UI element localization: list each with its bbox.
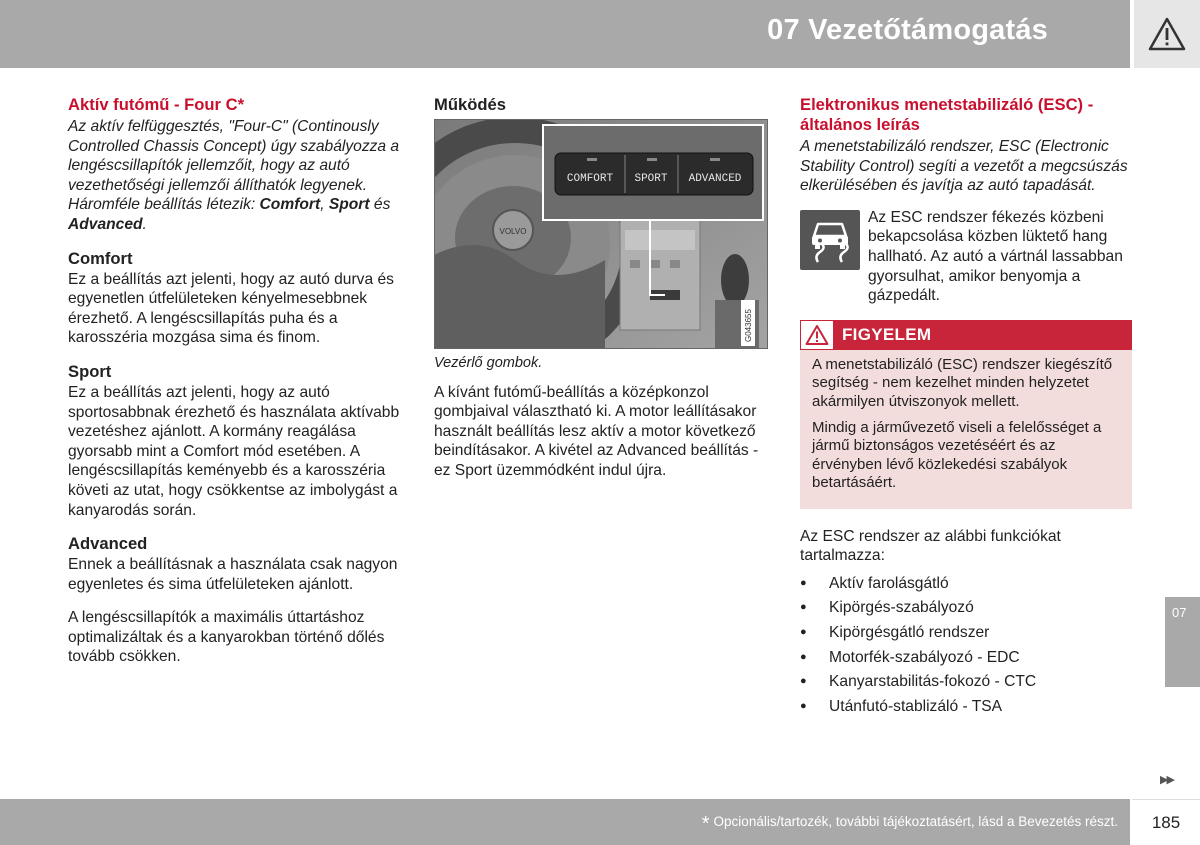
intro-comfort: Comfort xyxy=(259,196,321,214)
section-title-four-c: Aktív futómű - Four C* xyxy=(68,95,245,114)
column-active-chassis xyxy=(68,95,403,681)
operation-heading: Működés xyxy=(434,95,506,114)
esc-pulse-text xyxy=(868,208,1132,306)
warning-text-2: Mindig a járművezető viseli a felelősséget a jármű biztonságos vezetéséért és az érvényben lévő közlekedési szabályok betartásáért. xyxy=(812,418,1102,492)
header-bar xyxy=(0,0,1130,68)
comfort-button-label: COMFORT xyxy=(566,173,614,185)
intro-advanced: Advanced xyxy=(68,215,143,233)
sport-heading: Sport xyxy=(68,361,112,381)
advanced-heading: Advanced xyxy=(68,534,148,554)
advanced-text: Ennek a beállításnak a használata csak nagyon egyenletes és sima útfelületeken ajánlott. xyxy=(68,556,398,593)
volvo-logo-text: VOLVO xyxy=(499,227,527,236)
dashboard-illustration xyxy=(435,120,768,349)
intro-end: . xyxy=(142,215,147,233)
image-code: G043655 xyxy=(744,309,753,342)
column-esc xyxy=(800,95,1132,721)
operation-text: A kívánt futómű-beállítás a középkonzol gombjaival választható ki. A motor leállításakor használt beállítás lesz aktív a motor következő beindításakor. A kivétel az Advanced beállítás - ez Sport üzemmódként indul újra. xyxy=(434,383,759,479)
intro-sep: , xyxy=(320,196,329,214)
four-c-intro xyxy=(68,117,403,235)
esc-intro: A menetstabilizáló rendszer, ESC (Electronic Stability Control) segíti a vezetőt a megcsúszás elkerülésében és javítja az autó tapadását. xyxy=(800,138,1128,195)
double-arrow-right-icon[interactable]: ▶▶ xyxy=(1160,774,1173,786)
comfort-text: Ez a beállítás azt jelenti, hogy az autó durva és egyenetlen útfelületeken kényelmesebbnek érezhető. A lengéscsillapítás puha és a karosszéria mozgása sima és finom. xyxy=(68,270,394,347)
list-item: ● Kanyarstabilitás-fokozó - CTC xyxy=(800,672,1132,692)
esc-skid-car-icon xyxy=(800,210,860,270)
footer-note xyxy=(702,813,1118,836)
warning-header xyxy=(800,320,1132,350)
page-number: 185 xyxy=(1132,799,1200,845)
warning-triangle-icon xyxy=(1147,16,1187,52)
warning-text-1: A menetstabilizáló (ESC) rendszer kiegészítő segítség - nem kezelhet minden helyzetet akármilyen útviszonyok mellett. xyxy=(812,355,1113,410)
list-item: ● Kipörgésgátló rendszer xyxy=(800,623,1132,643)
esc-pulse-span: Az ESC rendszer fékezés közbeni bekapcsolása közben lüktető hang hallható. Az autó a vártnál lassabban gyorsulhat, amikor benyomja a gázpedált. xyxy=(868,208,1123,305)
comfort-heading: Comfort xyxy=(68,248,133,268)
list-item: ● Utánfutó-stablizáló - TSA xyxy=(800,697,1132,717)
list-item: ● Motorfék-szabályozó - EDC xyxy=(800,648,1132,668)
intro-sep: és xyxy=(369,196,391,214)
chapter-side-tab[interactable]: 07 xyxy=(1165,597,1200,687)
list-item: ● Aktív farolásgátló xyxy=(800,574,1132,594)
sport-button-label: SPORT xyxy=(634,173,668,185)
intro-text: Az aktív felfüggesztés, "Four-C" (Continously Controlled Chassis Concept) úgy szabályozza a lengéscsillapítók jellemzőit, hogy az autó vezethetőségi jellemzői állíthatók legyenek. Háromféle beállítás létezik: xyxy=(68,118,400,214)
list-item: ● Kipörgés-szabályozó xyxy=(800,598,1132,618)
esc-info-row xyxy=(800,208,1132,306)
warning-body xyxy=(800,350,1132,493)
warning-label: FIGYELEM xyxy=(842,324,932,344)
functions-intro: Az ESC rendszer az alábbi funkciókat tartalmazza: xyxy=(800,527,1061,565)
figure-caption: Vezérlő gombok. xyxy=(434,355,543,371)
functions-list xyxy=(800,574,1132,717)
header-warning-box xyxy=(1132,0,1200,68)
advanced-text-2: A lengéscsillapítók a maximális úttartáshoz optimalizáltak és a kanyarokban történő dőlés tovább csökken. xyxy=(68,609,385,666)
chapter-title: 07 Vezetőtámogatás xyxy=(767,14,1048,46)
footer-note-text: Opcionális/tartozék, további tájékoztatásért, lásd a Bevezetés részt. xyxy=(713,814,1118,829)
intro-sport: Sport xyxy=(328,196,370,214)
footer-bar xyxy=(0,799,1130,845)
warning-triangle-icon xyxy=(800,320,834,350)
warning-box xyxy=(800,320,1132,509)
advanced-button-label: ADVANCED xyxy=(688,173,742,185)
sport-text: Ez a beállítás azt jelenti, hogy az autó sportosabbnak érezhető és használata aktívabb vezetéshez ajánlott. A kormány reagálása gyorsabb mint a Comfort mód esetében. A lengéscsillapítás keményebb és a karosszéria követi az utat, hogy csökkentse az imbolygást a kanyarodás során. xyxy=(68,383,400,519)
footnote-star: * xyxy=(701,813,710,835)
section-title-esc: Elektronikus menetstabilizáló (ESC) - általános leírás xyxy=(800,95,1094,134)
column-operation xyxy=(434,95,768,495)
control-buttons-figure xyxy=(434,119,768,349)
